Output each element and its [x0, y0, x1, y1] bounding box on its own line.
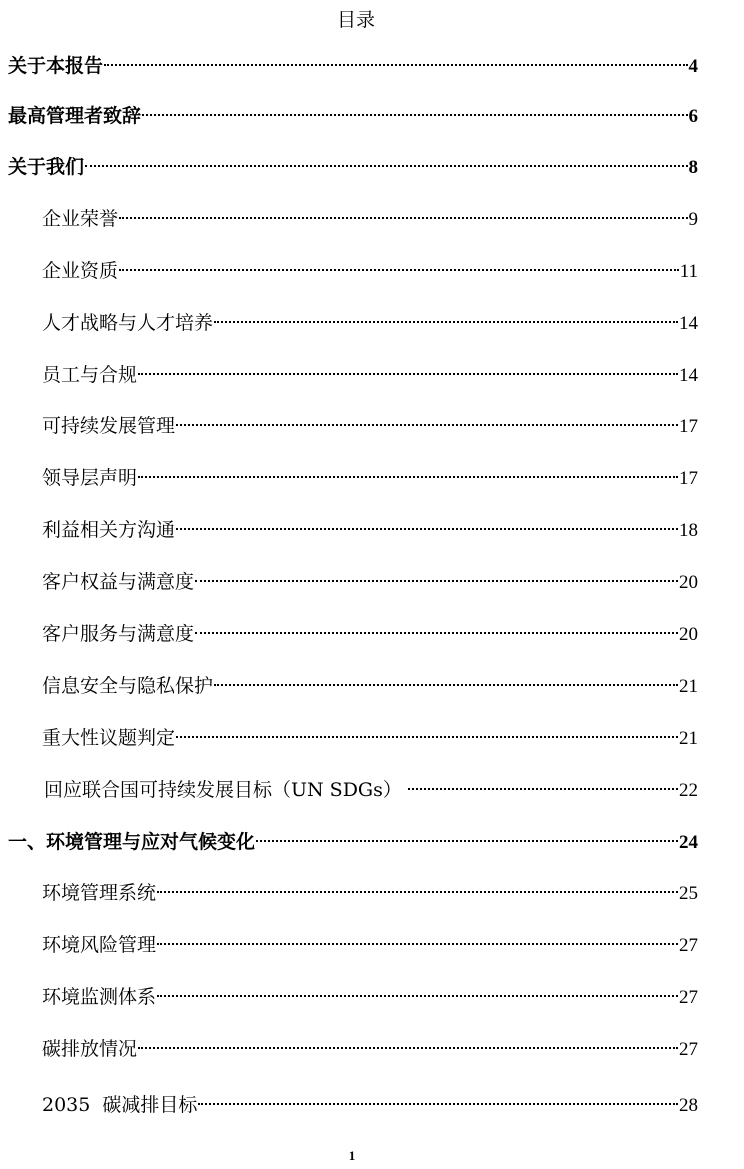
- toc-entry-page: 21: [679, 676, 698, 697]
- toc-entry-label: 环境风险管理: [42, 934, 157, 956]
- dot-leader: [195, 580, 678, 582]
- dot-leader: [256, 840, 678, 842]
- toc-entry[interactable]: [42, 567, 698, 597]
- toc-entry-page: 9: [688, 209, 698, 230]
- dot-leader: [157, 995, 678, 997]
- toc-entry-label: 重大性议题判定: [42, 727, 176, 749]
- toc-entry[interactable]: [42, 723, 698, 753]
- dot-leader: [157, 891, 678, 893]
- toc-entry[interactable]: [42, 619, 698, 649]
- dot-leader: [176, 736, 678, 738]
- toc-entry-label: 最高管理者致辞: [8, 105, 142, 127]
- toc-entry-page: 25: [679, 883, 698, 904]
- dot-leader: [176, 424, 678, 426]
- toc-entry-label: 环境管理系统: [42, 882, 157, 904]
- toc-entry-page: 20: [679, 624, 698, 645]
- dot-leader: [195, 632, 678, 634]
- toc-entry-page: 8: [688, 157, 698, 178]
- dot-leader: [138, 1047, 678, 1049]
- toc-entry[interactable]: [42, 463, 698, 493]
- toc-entry[interactable]: [8, 101, 698, 131]
- toc-entry-label: 可持续发展管理: [42, 415, 176, 437]
- toc-entry-label: 利益相关方沟通: [42, 519, 176, 541]
- toc-entry[interactable]: [42, 930, 698, 960]
- toc-entry-page: 11: [679, 261, 698, 282]
- toc-entry-label: 关于我们: [8, 156, 85, 178]
- toc-entry-label: 客户权益与满意度: [42, 571, 195, 593]
- toc-entry-page: 17: [679, 468, 698, 489]
- toc-entry[interactable]: [42, 411, 698, 441]
- page-number: 1: [348, 1148, 356, 1163]
- toc-entry-page: 17: [679, 416, 698, 437]
- toc-entry-page: 4: [688, 56, 698, 77]
- dot-leader: [138, 476, 678, 478]
- toc-entry-label: 碳排放情况: [42, 1038, 138, 1060]
- dot-leader: [214, 321, 678, 323]
- toc-entry-label: 2035 碳减排目标: [42, 1094, 198, 1116]
- toc-entry-page: 22: [679, 780, 698, 801]
- toc-entry-label: 客户服务与满意度: [42, 623, 195, 645]
- toc-entry-page: 24: [679, 832, 698, 853]
- toc-entry-label: 企业荣誉: [42, 208, 119, 230]
- dot-leader: [119, 269, 679, 271]
- toc-entry[interactable]: [42, 671, 698, 701]
- toc-entry-page: 20: [679, 572, 698, 593]
- toc-entry-label: 人才战略与人才培养: [42, 312, 214, 334]
- toc-entry-label: 一、环境管理与应对气候变化: [8, 831, 256, 853]
- dot-leader: [138, 373, 678, 375]
- toc-entry-page: 27: [679, 935, 698, 956]
- toc-entry[interactable]: [42, 1090, 698, 1120]
- toc-entry[interactable]: [42, 982, 698, 1012]
- dot-leader: [176, 528, 678, 530]
- toc-entry-page: 27: [679, 987, 698, 1008]
- toc-entry[interactable]: [42, 360, 698, 390]
- toc-entry-label: 员工与合规: [42, 364, 138, 386]
- toc-title: 目录: [336, 9, 375, 31]
- toc-entry-page: 28: [679, 1095, 698, 1116]
- toc-entry[interactable]: [8, 827, 698, 857]
- toc-entry-label: 环境监测体系: [42, 986, 157, 1008]
- toc-entry-page: 14: [679, 313, 698, 334]
- toc-entry-page: 21: [679, 728, 698, 749]
- toc-entry[interactable]: [42, 515, 698, 545]
- dot-leader: [214, 684, 678, 686]
- dot-leader: [119, 217, 687, 219]
- toc-entry-page: 14: [679, 365, 698, 386]
- dot-leader: [142, 114, 687, 116]
- dot-leader: [157, 943, 678, 945]
- toc-entry-label: 信息安全与隐私保护: [42, 675, 214, 697]
- toc-entry[interactable]: [42, 256, 698, 286]
- toc-entry[interactable]: [8, 152, 698, 182]
- toc-entry-page: 27: [679, 1039, 698, 1060]
- dot-leader: [104, 64, 687, 66]
- dot-leader: [408, 788, 678, 790]
- toc-entry[interactable]: [42, 308, 698, 338]
- toc-entry-page: 6: [688, 106, 698, 127]
- toc-entry-label: 回应联合国可持续发展目标（UN SDGs）: [44, 779, 402, 801]
- toc-entry-label: 领导层声明: [42, 467, 138, 489]
- toc-entry[interactable]: [8, 51, 698, 81]
- toc-entry[interactable]: [44, 775, 698, 805]
- toc-entry-page: 18: [679, 520, 698, 541]
- dot-leader: [198, 1103, 678, 1105]
- toc-entry[interactable]: [42, 1034, 698, 1064]
- dot-leader: [85, 165, 687, 167]
- toc-entry[interactable]: [42, 204, 698, 234]
- toc-entry-label: 企业资质: [42, 260, 119, 282]
- toc-entry-label: 关于本报告: [8, 55, 104, 77]
- toc-entry[interactable]: [42, 878, 698, 908]
